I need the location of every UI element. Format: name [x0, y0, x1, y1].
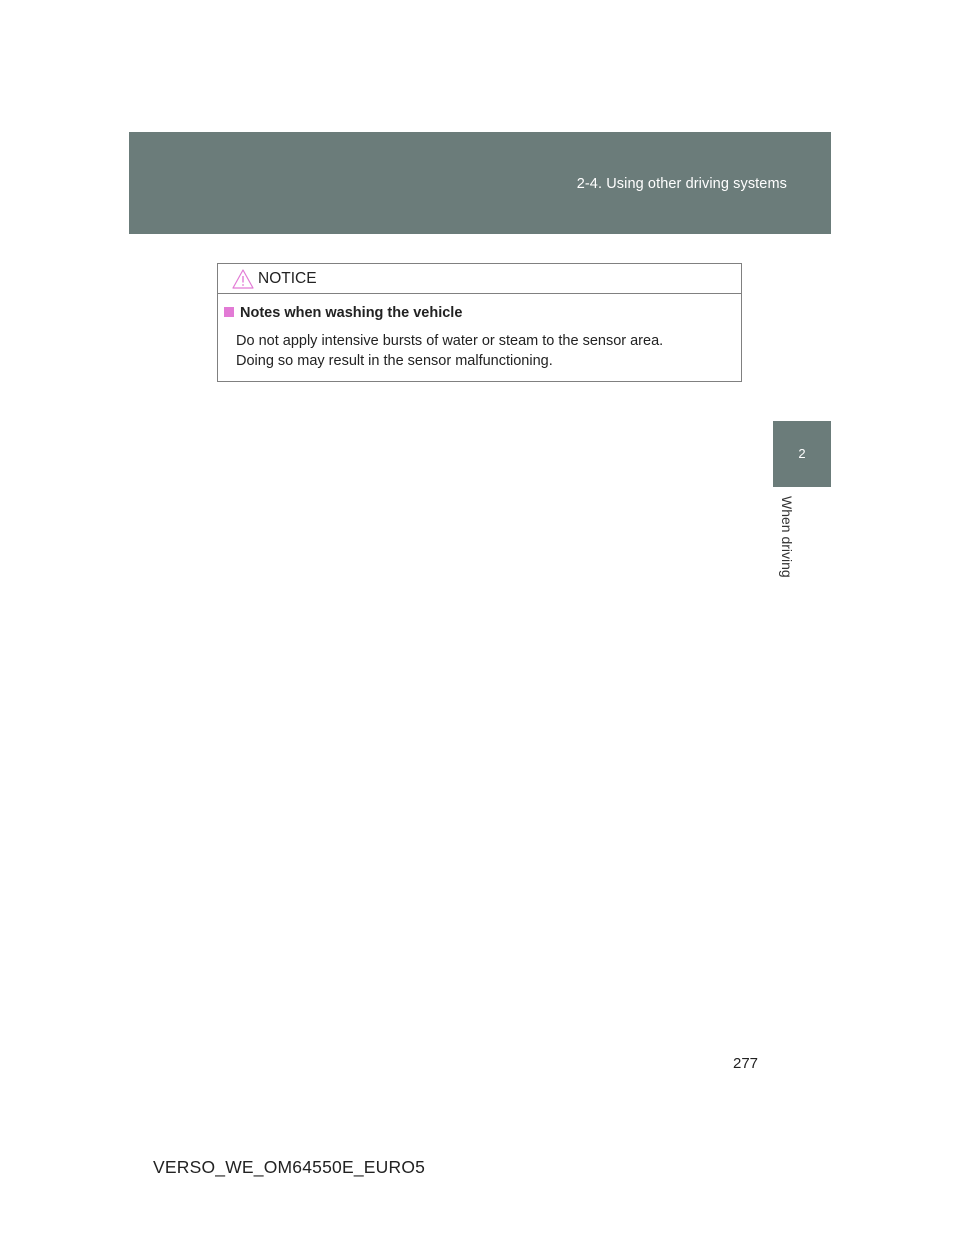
chapter-tab [773, 421, 831, 487]
warning-triangle-icon [232, 269, 254, 289]
notice-label: NOTICE [258, 270, 317, 287]
notice-header [218, 264, 741, 294]
notice-item-title-text: Notes when washing the vehicle [240, 305, 463, 321]
notice-line: Doing so may result in the sensor malfunctioning. [236, 353, 553, 369]
header-band [129, 132, 831, 234]
page-number: 277 [733, 1055, 759, 1072]
notice-box [217, 263, 742, 382]
chapter-label: When driving [779, 496, 795, 578]
chapter-number: 2 [798, 446, 806, 461]
notice-item-text [236, 331, 663, 371]
notice-line: Do not apply intensive bursts of water or steam to the sensor area. [236, 333, 664, 349]
square-bullet-icon [224, 307, 234, 317]
notice-item-title [224, 305, 462, 321]
section-title: 2-4. Using other driving systems [576, 176, 787, 192]
document-code: VERSO_WE_OM64550E_EURO5 [153, 1157, 426, 1177]
chapter-label-vertical [779, 496, 799, 586]
